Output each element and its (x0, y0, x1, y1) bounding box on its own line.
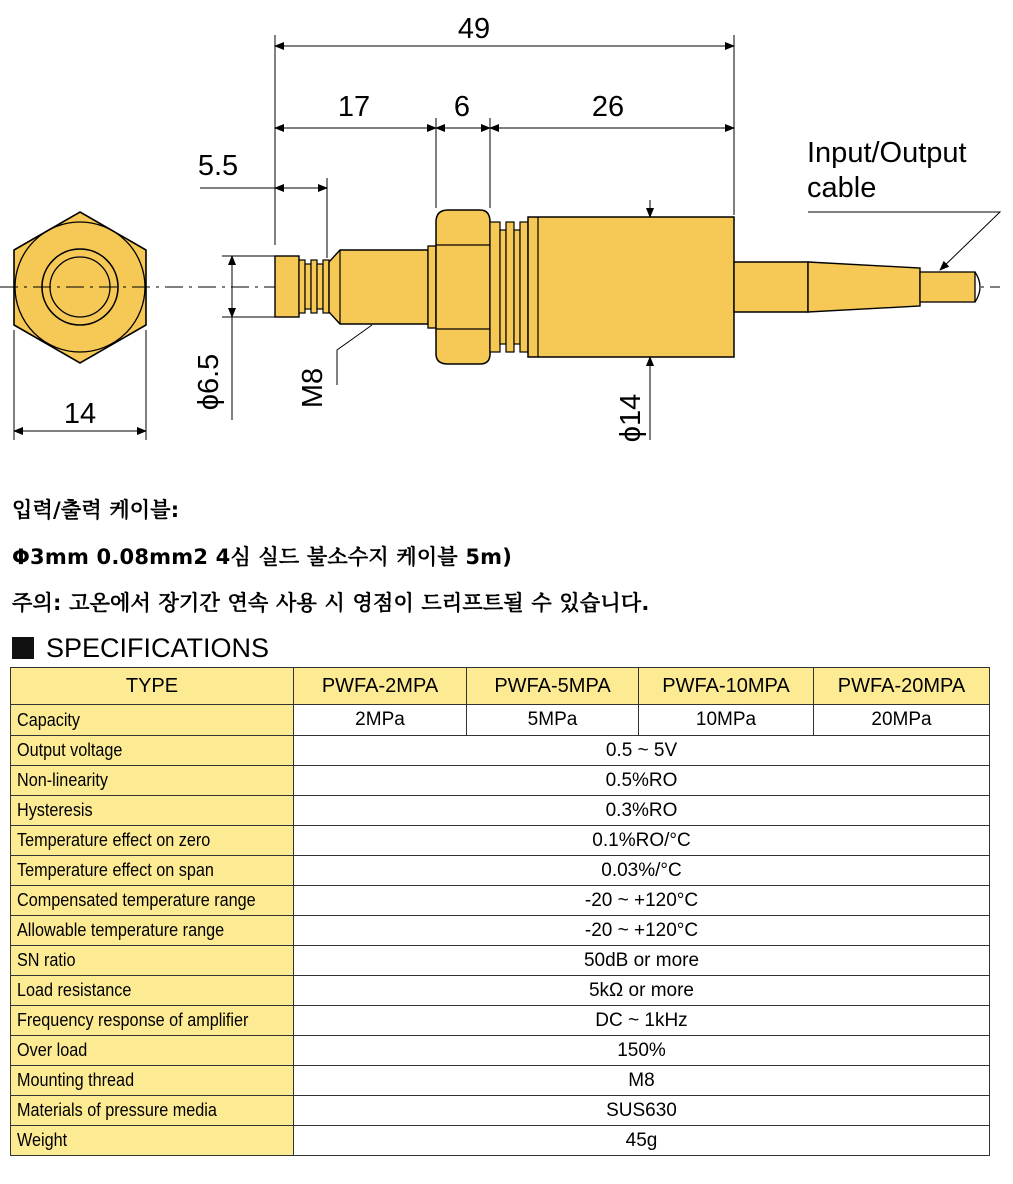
type-header: TYPE (11, 668, 294, 705)
dim-thread-section: 17 (337, 91, 371, 123)
table-row (11, 1036, 990, 1066)
row-label: Materials of pressure media (11, 1096, 294, 1126)
square-bullet-icon (12, 637, 34, 659)
table-row (11, 916, 990, 946)
dim-body-diameter: ϕ14 (615, 393, 647, 443)
table-row (11, 946, 990, 976)
table-row (11, 886, 990, 916)
hex-end-view (14, 212, 146, 363)
row-value: 0.03%/°C (294, 856, 990, 886)
row-label: Compensated temperature range (11, 886, 294, 916)
dim-tip-length: 5.5 (197, 150, 239, 182)
row-value: DC ~ 1kHz (294, 1006, 990, 1036)
dim-total-length: 49 (457, 13, 491, 45)
table-row (11, 826, 990, 856)
row-label: Weight (11, 1126, 294, 1156)
row-value: 5kΩ or more (294, 976, 990, 1006)
sensor-side-view (275, 210, 980, 364)
row-label: Mounting thread (11, 1066, 294, 1096)
capacity-value: 20MPa (814, 705, 990, 736)
dim-hex-section: 6 (453, 91, 471, 123)
row-label: Non-linearity (11, 766, 294, 796)
sensor-dimension-drawing (0, 0, 1013, 470)
row-value: 0.5%RO (294, 766, 990, 796)
note-caution: 주의: 고온에서 장기간 연속 사용 시 영점이 드리프트될 수 있습니다. (12, 591, 650, 615)
table-row (11, 1096, 990, 1126)
row-value: SUS630 (294, 1096, 990, 1126)
row-value: M8 (294, 1066, 990, 1096)
model-header: PWFA-2MPA (294, 668, 467, 705)
cable-label-line1: Input/Output (807, 137, 967, 169)
row-label: Hysteresis (11, 796, 294, 826)
table-row (11, 736, 990, 766)
dim-thread-label: M8 (297, 367, 329, 409)
row-label: SN ratio (11, 946, 294, 976)
dim-tip-diameter: ϕ6.5 (193, 353, 225, 411)
table-row (11, 976, 990, 1006)
capacity-value: 5MPa (467, 705, 639, 736)
row-value: 45g (294, 1126, 990, 1156)
note-cable-spec: Φ3mm 0.08mm2 4심 실드 불소수지 케이블 5m) (12, 545, 513, 569)
table-row (11, 766, 990, 796)
table-header-row (11, 668, 990, 705)
row-value: 0.5 ~ 5V (294, 736, 990, 766)
row-value: 150% (294, 1036, 990, 1066)
model-header: PWFA-5MPA (467, 668, 639, 705)
model-header: PWFA-10MPA (639, 668, 814, 705)
row-label: Temperature effect on zero (11, 826, 294, 856)
row-label: Output voltage (11, 736, 294, 766)
row-value: 50dB or more (294, 946, 990, 976)
specifications-title: SPECIFICATIONS (46, 632, 270, 663)
table-row (11, 705, 990, 736)
cable-label-line2: cable (807, 172, 877, 204)
dim-hex-width: 14 (63, 398, 97, 430)
row-value: 0.1%RO/°C (294, 826, 990, 856)
row-value: 0.3%RO (294, 796, 990, 826)
row-label: Capacity (11, 705, 294, 736)
row-label: Over load (11, 1036, 294, 1066)
row-label: Frequency response of amplifier (11, 1006, 294, 1036)
row-value: -20 ~ +120°C (294, 916, 990, 946)
row-label: Allowable temperature range (11, 916, 294, 946)
row-label: Temperature effect on span (11, 856, 294, 886)
capacity-value: 10MPa (639, 705, 814, 736)
model-header: PWFA-20MPA (814, 668, 990, 705)
specifications-table (10, 667, 990, 1156)
table-row (11, 1126, 990, 1156)
table-row (11, 1066, 990, 1096)
specifications-heading (12, 632, 269, 664)
table-row (11, 856, 990, 886)
note-cable-title: 입력/출력 케이블: (12, 498, 180, 522)
row-label: Load resistance (11, 976, 294, 1006)
row-value: -20 ~ +120°C (294, 886, 990, 916)
capacity-value: 2MPa (294, 705, 467, 736)
table-row (11, 796, 990, 826)
table-row (11, 1006, 990, 1036)
dim-body-section: 26 (591, 91, 625, 123)
